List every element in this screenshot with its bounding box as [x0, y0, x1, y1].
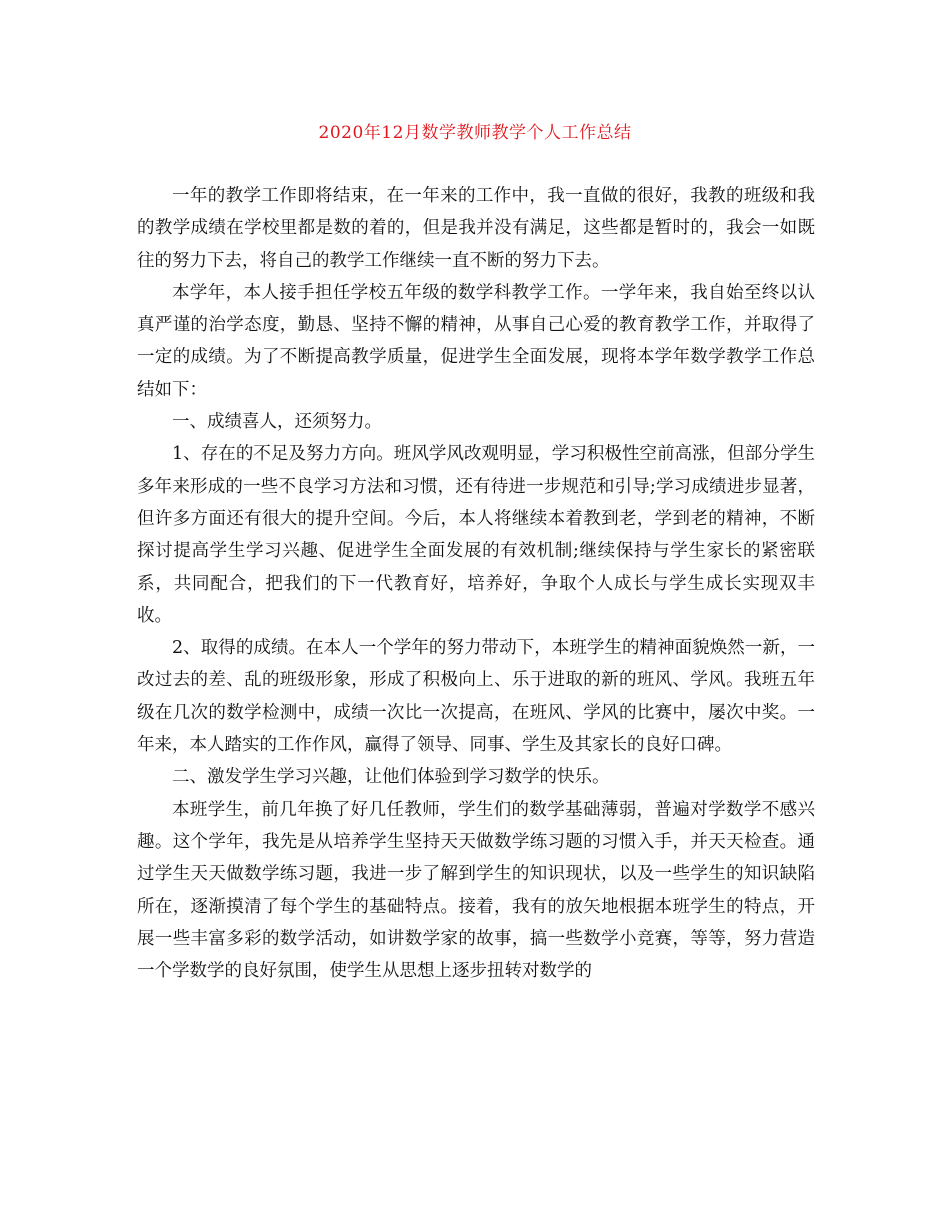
document-body — [137, 180, 815, 987]
section-heading-2: 二、激发学生学习兴趣，让他们体验到学习数学的快乐。 — [172, 767, 610, 788]
paragraph-interest: 本班学生，前几年换了好几任教师，学生们的数学基础薄弱，普遍对学数学不感兴趣。这个学年，我先是从培养学生坚持天天做数学练习题的习惯入手，并天天检查。通过学生天天做数学练习题，我进一步了解到学生的知识现状，以及一些学生的知识缺陷所在，逐渐摸清了每个学生的基础特点。接着，我有的放矢地根据本班学生的特点，开展一些丰富多彩的数学活动，如讲数学家的故事，搞一些数学小竞赛，等等，努力营造一个学数学的良好氛围，使学生从思想上逐步扭转对数学的 — [137, 799, 815, 982]
section-heading-1: 一、成绩喜人，还须努力。 — [172, 412, 382, 433]
paragraph-overview: 本学年，本人接手担任学校五年级的数学科教学工作。一学年来，我自始至终以认真严谨的治学态度，勤恳、坚持不懈的精神，从事自己心爱的教育教学工作，并取得了一定的成绩。为了不断提高教学质量，促进学生全面发展，现将本学年数学教学工作总结如下： — [137, 282, 815, 400]
paragraph-shortcomings: 1、存在的不足及努力方向。班风学风改观明显，学习积极性空前高涨，但部分学生多年来形成的一些不良学习方法和习惯，还有待进一步规范和引导;学习成绩进步显著，但许多方面还有很大的提升空间。今后，本人将继续本着教到老，学到老的精神，不断探讨提高学生学习兴趣、促进学生全面发展的有效机制;继续保持与学生家长的紧密联系，共同配合，把我们的下一代教育好，培养好，争取个人成长与学生成长实现双丰收。 — [137, 444, 815, 626]
paragraph-achievements: 2、取得的成绩。在本人一个学年的努力带动下，本班学生的精神面貌焕然一新，一改过去的差、乱的班级形象，形成了积极向上、乐于进取的新的班风、学风。我班五年级在几次的数学检测中，成绩一次比一次提高，在班风、学风的比赛中，屡次中奖。一年来，本人踏实的工作作风，赢得了领导、同事、学生及其家长的良好口碑。 — [137, 638, 815, 756]
paragraph-intro: 一年的教学工作即将结束，在一年来的工作中，我一直做的很好，我教的班级和我的教学成绩在学校里都是数的着的，但是我并没有满足，这些都是暂时的，我会一如既往的努力下去，将自己的教学工作继续一直不断的努力下去。 — [137, 186, 815, 271]
page-title: 2020年12月数学教师教学个人工作总结 — [318, 123, 632, 143]
